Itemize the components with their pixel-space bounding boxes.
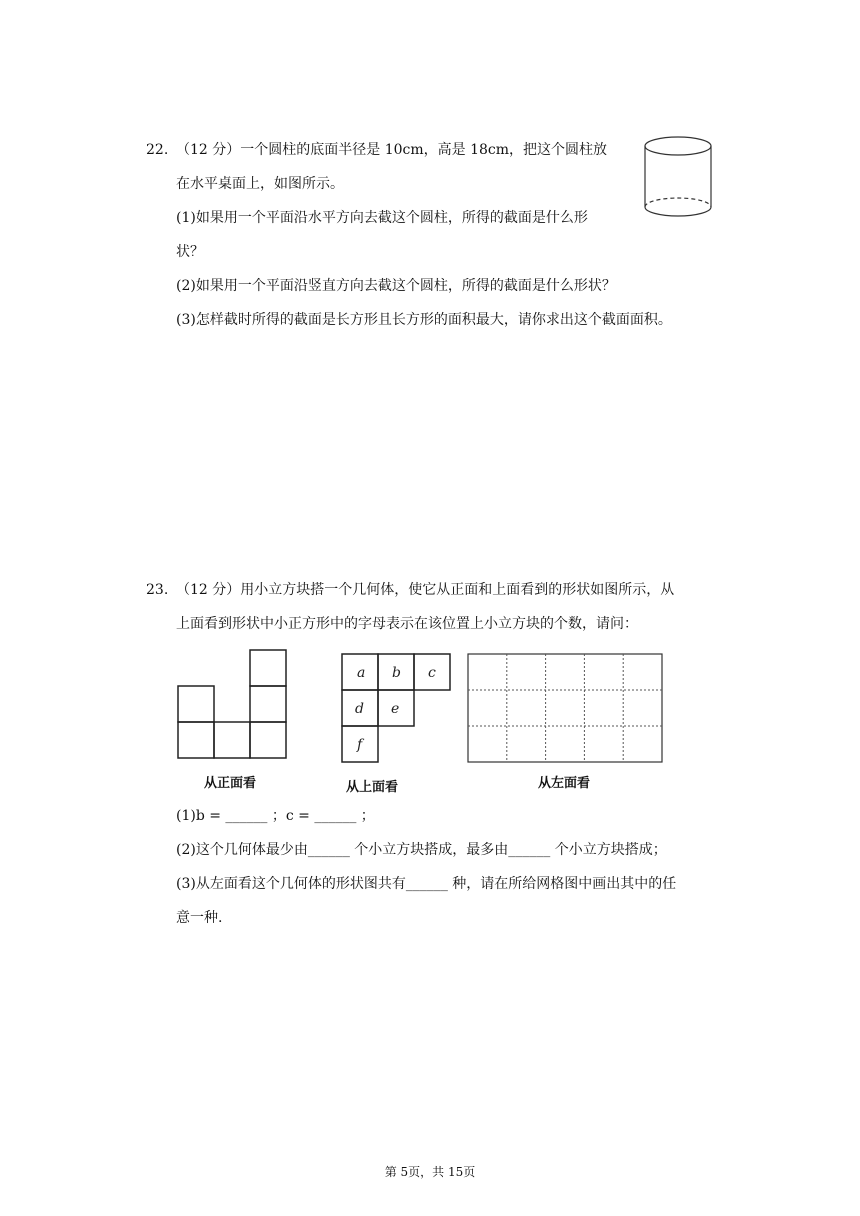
top-letter-a: a — [357, 665, 366, 681]
q23-line5: (3)从左面看这个几何体的形状图共有______ 种，请在所给网格图中画出其中的任 — [176, 876, 677, 892]
cylinder-figure — [640, 132, 720, 222]
q22-line2: 在水平桌面上，如图所示。 — [176, 176, 344, 192]
q23-line4: (2)这个几何体最少由______ 个小立方块搭成，最多由______ 个小立方块搭成； — [176, 842, 667, 858]
q22-line6: (3)怎样截时所得的截面是长方形且长方形的面积最大，请你求出这个截面面积。 — [176, 312, 672, 328]
caption-top-view: 从上面看 — [346, 780, 399, 795]
top-letter-f: f — [357, 737, 363, 753]
top-view-figure — [340, 652, 456, 768]
q22-number: 22. — [146, 142, 169, 158]
q23-number: 23. — [146, 582, 169, 598]
q22-line5: (2)如果用一个平面沿竖直方向去截这个圆柱，所得的截面是什么形状？ — [176, 278, 616, 294]
top-letter-b: b — [392, 665, 401, 681]
q23-line6: 意一种. — [176, 910, 223, 926]
top-letter-c: c — [428, 665, 436, 681]
page-footer: 第 5页，共 15页 — [384, 1165, 476, 1179]
left-view-grid — [466, 652, 664, 766]
caption-front-view: 从正面看 — [204, 776, 257, 791]
caption-left-view: 从左面看 — [538, 776, 591, 791]
q23-line3: (1)b = ______ ；c = ______ ； — [176, 808, 375, 824]
q23-line1: （12 分）用小立方块搭一个几何体，使它从正面和上面看到的形状如图所示，从 — [176, 582, 675, 598]
front-view-figure — [176, 646, 292, 762]
q23-line2: 上面看到形状中小正方形中的字母表示在该位置上小立方块的个数，请问： — [176, 616, 638, 632]
q22-line1: （12 分）一个圆柱的底面半径是 10cm，高是 18cm，把这个圆柱放 — [176, 142, 608, 158]
q22-line3: (1)如果用一个平面沿水平方向去截这个圆柱，所得的截面是什么形 — [176, 210, 588, 226]
top-letter-e: e — [391, 701, 400, 717]
q22-line4: 状？ — [176, 244, 204, 260]
top-letter-d: d — [355, 701, 364, 717]
